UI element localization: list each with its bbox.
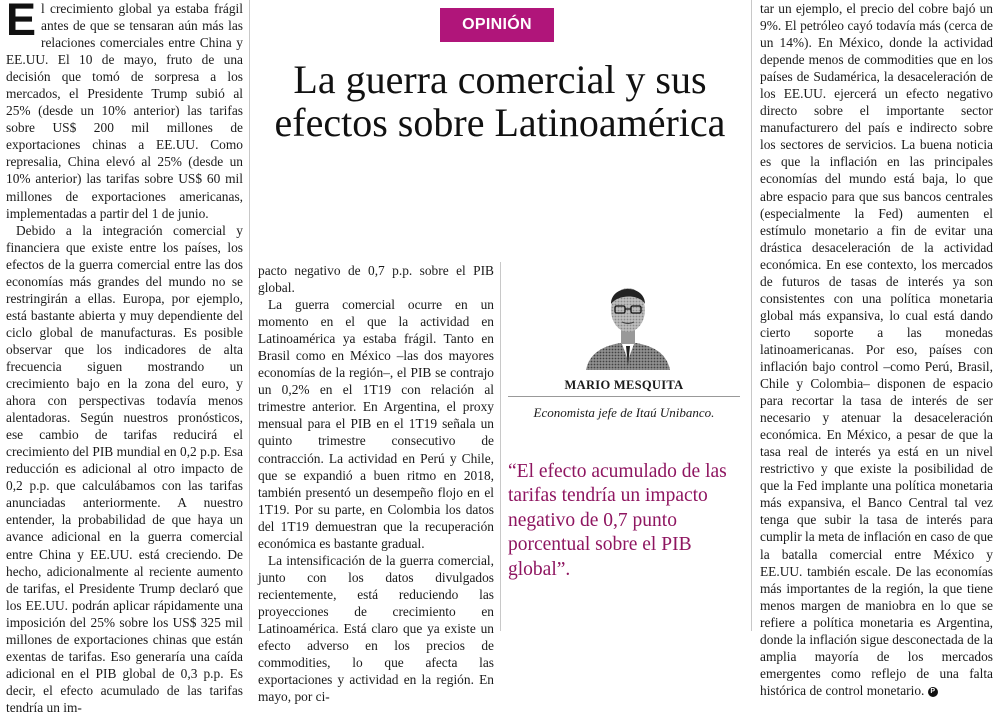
headline: La guerra comercial y sus efectos sobre Latinoamérica: [274, 57, 726, 145]
paragraph-continued: pacto negativo de 0,7 p.p. sobre el PIB global.: [258, 263, 494, 296]
paragraph-2: Debido a la integración comercial y financiera que existe entre los países, los efectos de la guerra comercial entre las dos economías más grandes del mundo no se restringirán a ellas. Europa, por ejemplo, está bastante abierta y muy dependiente del ciclo global de manufacturas. Es posible observar que los indicadores de alta frecuencia siguen mostrando un crecimiento bajo en la zona del euro, y ahora con perspectivas todavía menos alentadoras. Según nuestros pronósticos, ese cambio de tarifas reducirá el crecimiento del PIB mundial en 0,2 p.p. Esa reducción es adicional al otro impacto de 0,2 p.p. que calculábamos con las tarifas anunciadas anteriormente. A nuestro entender, la probabilidad de que haya un avance adicional en la guerra comercial entre China y EE.UU. está creciendo. De hecho, adicionalmente al reciente aumento de tarifas, el Presidente Trump declaró que los EE.UU. podrán aplicar rápidamente una imposición del 25% sobre los US$ 325 mil millones de exportaciones chinas que están exentas de tarifas. Eso generaría una caída adicional en el PIB global de 0,3 p.p. Es decir, el efecto acumulado de las tarifas tendría un im-: [6, 222, 243, 715]
column-divider-1: [249, 0, 250, 631]
paragraph-5-text: tar un ejemplo, el precio del cobre bajó un 9%. El petróleo cayó todavía más (cerca de un 14%). En México, donde la actividad depende menos de commodities que en los países de Sudamérica, la desaceleración de los EE.UU. ejercerá un efecto negativo directo sobre el importante sector manufacturero del país e indirecto sobre los sectores de servicios. La buena noticia es que la inflación en las principales economías del mundo está baja, lo que abre espacio para que sus bancos centrales (especialmente la Fed) aumenten el estímulo monetario a fin de evitar una drástica desaceleración de la actividad económica. En ese contexto, los mercados de futuros de tasas de interés ya son consistentes con una política monetaria global más expansiva, lo cual está dando cierto soporte a las monedas latinoamericanas. Por eso, países con inflación bajo control –como Perú, Brasil, Chile y Colombia– disponen de espacio para recortar la tasa de interés de ser necesario y atenuar la desaceleración económica. En México, a pesar de que la tasa real de interés ya está en un nivel restrictivo y que existe la posibilidad de que la Fed implante una política monetaria más expansiva, el Banco Central tal vez tenga que subir la tasa de interés para cumplir la meta de inflación en caso de que la batalla comercial entre México y EE.UU. también escale. De las economías más importantes de la región, la que tiene menos margen de maniobra en lo que se refiere a política monetaria es Argentina, donde la inflación sigue desconectada de la amplia mayoría de los mercados emergentes como reflejo de una falta histórica de control monetario.: [760, 1, 993, 698]
paragraph-1: [6, 0, 243, 222]
author-divider: [508, 396, 740, 397]
pull-quote: “El efecto acumulado de las tarifas tendría un impacto negativo de 0,7 punto porcentual sobre el PIB global”.: [508, 461, 727, 580]
author-name: MARIO MESQUITA: [564, 378, 684, 392]
article-column-2: [258, 262, 494, 705]
end-mark-icon: P: [928, 687, 938, 697]
paragraph-4: La intensificación de la guerra comercial, junto con los datos divulgados recientemente, está reduciendo las proyecciones de crecimiento en Latinoamérica. Está claro que ya existe un efecto adverso en los precios de commodities, lo que afecta las exportaciones y actividad en la región. En mayo, por ci-: [258, 552, 494, 705]
drop-cap: E: [6, 0, 37, 45]
article-column-4: [760, 0, 993, 698]
column-divider-3: [751, 0, 752, 631]
paragraph-5: [760, 0, 993, 699]
column-divider-2: [500, 262, 501, 631]
paragraph-3: La guerra comercial ocurre en un momento en el que la actividad en Latinoamérica ya estaba frágil. Tanto en Brasil como en México –las dos mayores economías de la región–, el PIB se contrajo un 0,2% en el 1T19 con relación al trimestre anterior. En Argentina, el proxy mensual para el PIB en el 1T19 señala un quinto trimestre consecutivo de contracción. La actividad en Perú y Chile, que se expandió a buen ritmo en 2018, también presentó un desempeño flojo en el 1T19. Por su parte, en Colombia los datos del 1T19 demuestran que la recuperación económica es bastante gradual.: [258, 297, 494, 551]
section-tag: OPINIÓN: [440, 8, 554, 42]
author-role: Economista jefe de Itaú Unibanco.: [533, 405, 715, 420]
author-portrait: [578, 270, 678, 370]
paragraph-1-text: l crecimiento global ya estaba frágil antes de que se tensaran aún más las relaciones comerciales entre China y EE.UU. El 10 de mayo, fruto de una decisión que tomó de sorpresa a los mercados, el Presidente Trump subió al 25% (desde un 10% anterior) las tarifas sobre US$ 200 mil millones de exportaciones chinas a EE.UU. Como represalia, China elevó al 25% (desde un 10% anterior) las tarifas sobre US$ 60 mil millones de exportaciones americanas, implementadas a partir del 1 de junio.: [6, 1, 243, 221]
article-column-1: [6, 0, 243, 715]
